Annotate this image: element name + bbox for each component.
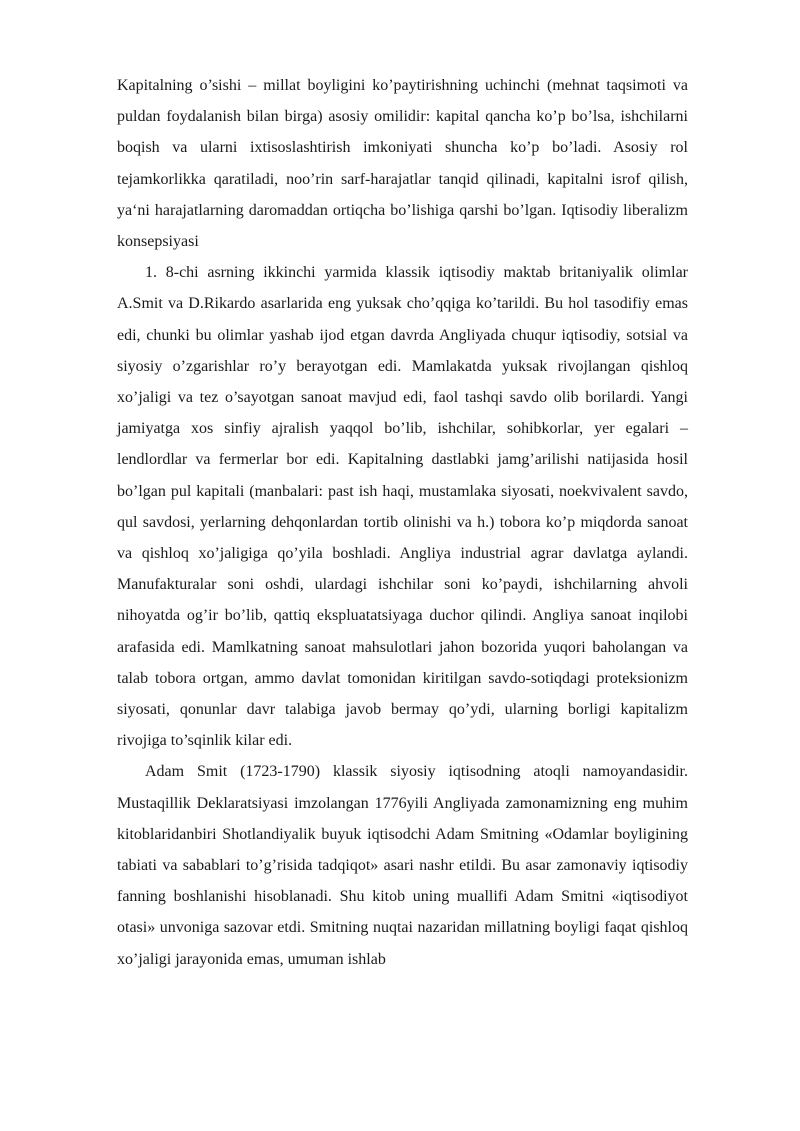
paragraph-classical-school: 1. 8-chi asrning ikkinchi yarmida klassik iqtisodiy maktab britaniyalik olimlar A.Smit va D.Rikardo asarlarida eng yuksak cho’qqiga ko’tarildi. Bu hol tasodifiy emas edi, chunki bu olimlar yashab ijod etgan davrda Angliyada chuqur iqtisodiy, sotsial va siyosiy o’zgarishlar ro’y berayotgan edi. Mamlakatda yuksak rivojlangan qishloq xo’jaligi va tez o’sayotgan sanoat mavjud edi, faol tashqi savdo olib borilardi. Yangi jamiyatga xos sinfiy ajralish yaqqol bo’lib, ishchilar, sohibkorlar, yer egalari – lendlordlar va fermerlar bor edi. Kapitalning dastlabki jamg’arilishi natijasida hosil bo’lgan pul kapitali (manbalari: past ish haqi, mustamlaka siyosati, noekvivalent savdo, qul savdosi, yerlarning dehqonlardan tortib olinishi va h.) tobora ko’p miqdorda sanoat va qishloq xo’jaligiga qo’yila boshladi. Angliya industrial agrar davlatga aylandi. Manufakturalar soni oshdi, ulardagi ishchilar soni ko’paydi, ishchilarning ahvoli nihoyatda og’ir bo’lib, qattiq ekspluatatsiyaga duchor qilindi. Angliya sanoat inqilobi arafasida edi. Mamlkatning sanoat mahsulotlari jahon bozorida yuqori baholangan va talab tobora ortgan, ammo davlat tomonidan kiritilgan savdo-sotiqdagi proteksionizm siyosati, qonunlar davr talabiga javob bermay qo’ydi, ularning borligi kapitalizm rivojiga to’sqinlik kilar edi. xyxy=(117,264,688,750)
document-page xyxy=(117,70,688,975)
paragraph-capital-growth: Kapitalning o’sishi – millat boyligini ko’paytirishning uchinchi (mehnat taqsimoti va puldan foydalanish bilan birga) asosiy omilidir: kapital qancha ko’p bo’lsa, ishchilarni boqish va ularni ixtisoslashtirish imkoniyati shuncha ko’p bo’ladi. Asosiy rol tejamkorlikka qaratiladi, noo’rin sarf-harajatlar tanqid qilinadi, kapitalni isrof qilish, ya‘ni harajatlarning daromaddan ortiqcha bo’lishiga qarshi bo’lgan. Iqtisodiy liberalizm konsepsiyasi xyxy=(117,77,688,251)
paragraph-adam-smith: Adam Smit (1723-1790) klassik siyosiy iqtisodning atoqli namoyandasidir. Mustaqillik Deklaratsiyasi imzolangan 1776yili Angliyada zamonamizning eng muhim kitoblaridanbiri Shotlandiyalik buyuk iqtisodchi Adam Smitning «Odamlar boyligining tabiati va sabablari to’g’risida tadqiqot» asari nashr etildi. Bu asar zamonaviy iqtisodiy fanning boshlanishi hisoblanadi. Shu kitob uning muallifi Adam Smitni «iqtisodiyot otasi» unvoniga sazovar etdi. Smitning nuqtai nazaridan millatning boyligi faqat qishloq xo’jaligi jarayonida emas, umuman ishlab xyxy=(117,763,688,968)
